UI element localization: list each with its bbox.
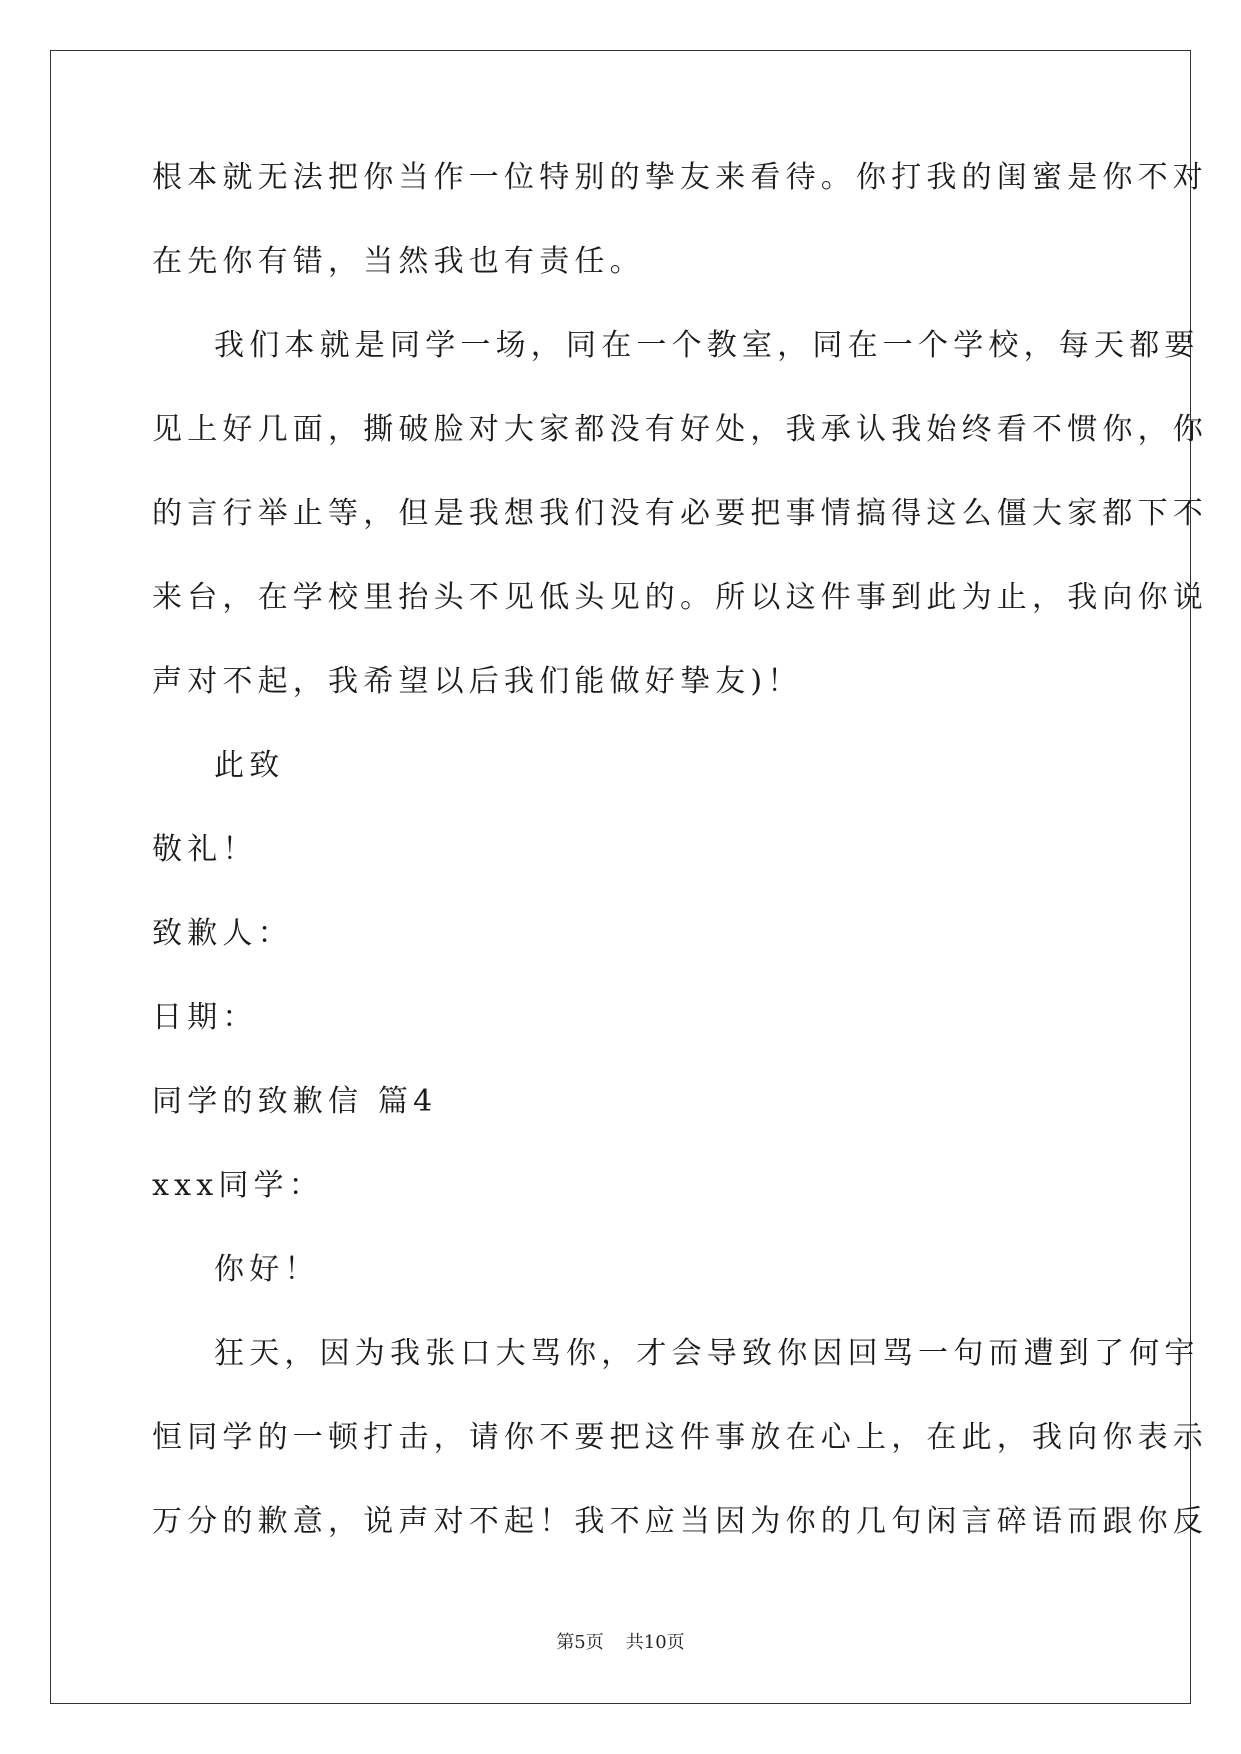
date-label: 日期： [152, 1000, 258, 1035]
signature-label: 致歉人： [152, 916, 293, 951]
text-line: 我们本就是同学一场，同在一个教室，同在一个学校，每天都要 [214, 328, 1200, 363]
text-line: 根本就无法把你当作一位特别的挚友来看待。你打我的闺蜜是你不对 [152, 160, 1208, 195]
page-footer [0, 1628, 1241, 1654]
section-heading: 同学的致歉信 篇4 [152, 1084, 438, 1119]
text-line: 声对不起，我希望以后我们能做好挚友)！ [152, 664, 803, 699]
text-line: 的言行举止等，但是我想我们没有必要把事情搞得这么僵大家都下不 [152, 496, 1208, 531]
closing-regards: 敬礼！ [152, 832, 258, 867]
text-line: 狂天，因为我张口大骂你，才会导致你因回骂一句而遭到了何宇 [214, 1336, 1200, 1371]
text-line: 在先你有错，当然我也有责任。 [152, 244, 645, 279]
text-line: 来台，在学校里抬头不见低头见的。所以这件事到此为止，我向你说 [152, 580, 1208, 615]
page-total: 共10页 [625, 1632, 685, 1653]
closing-salutation: 此致 [214, 748, 285, 783]
text-line: 见上好几面，撕破脸对大家都没有好处，我承认我始终看不惯你，你 [152, 412, 1208, 447]
text-line: 万分的歉意，说声对不起！我不应当因为你的几句闲言碎语而跟你反 [152, 1504, 1208, 1539]
document-body [152, 158, 1208, 1586]
page-number: 第5页 [556, 1632, 604, 1653]
greeting: 你好！ [214, 1252, 320, 1287]
recipient-salutation: xxx同学： [152, 1168, 324, 1203]
text-line: 恒同学的一顿打击，请你不要把这件事放在心上，在此，我向你表示 [152, 1420, 1208, 1455]
